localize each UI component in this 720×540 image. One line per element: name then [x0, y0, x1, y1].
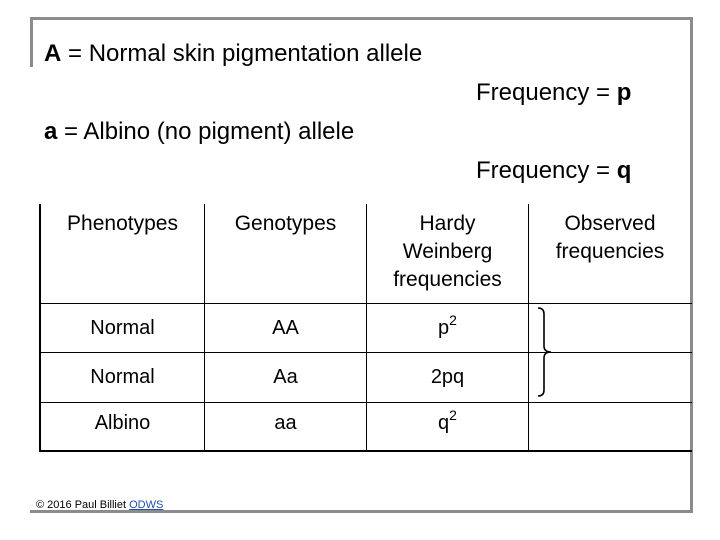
- allele-a-definition: [44, 118, 354, 146]
- allele-a-symbol: a: [44, 118, 58, 145]
- hw-exponent: 2: [449, 407, 457, 423]
- allele-a-frequency: [476, 157, 631, 185]
- hw-base: 2pq: [430, 366, 465, 388]
- frame-top-border: [30, 17, 693, 20]
- table-cell-genotype: aa: [274, 412, 297, 434]
- table-cell-genotype: Aa: [273, 366, 298, 388]
- hw-exponent: 2: [449, 312, 457, 328]
- header-obs-line: Observed: [564, 212, 656, 235]
- table-cell-genotype: AA: [272, 317, 299, 339]
- table-cell-hw-frequency: [367, 314, 528, 342]
- frame-left-border: [30, 17, 33, 67]
- header-genotypes: Genotypes: [234, 212, 337, 235]
- table-bottom-border: [39, 450, 692, 452]
- footer-credit: [36, 498, 163, 512]
- header-hw-line: Hardy: [419, 212, 476, 235]
- table-cell-phenotype: Albino: [94, 412, 151, 434]
- header-hardy-weinberg: [367, 210, 528, 294]
- allele-A-frequency: [476, 79, 631, 107]
- header-obs-line: frequencies: [555, 240, 665, 263]
- allele-a-frequency-symbol: q: [616, 157, 632, 184]
- allele-a-description: = Albino (no pigment) allele: [57, 118, 355, 145]
- allele-A-symbol: A: [44, 40, 62, 67]
- allele-A-description: = Normal skin pigmentation allele: [61, 40, 423, 67]
- hw-base: q: [438, 412, 450, 434]
- copyright-text: © 2016 Paul Billiet: [36, 499, 130, 511]
- allele-a-frequency-label: Frequency =: [476, 157, 617, 184]
- table-cell-phenotype: Normal: [90, 317, 155, 339]
- header-phenotypes: Phenotypes: [67, 212, 178, 235]
- header-hw-line: frequencies: [393, 268, 502, 291]
- allele-A-frequency-symbol: p: [616, 79, 632, 106]
- table-cell-phenotype: Normal: [90, 366, 155, 388]
- header-observed: [529, 210, 691, 266]
- odws-link[interactable]: ODWS: [129, 499, 164, 511]
- allele-A-frequency-label: Frequency =: [476, 79, 617, 106]
- allele-A-definition: [44, 40, 422, 68]
- table-cell-hw-frequency: [367, 363, 528, 391]
- table-cell-hw-frequency: [367, 409, 528, 437]
- hw-base: p: [438, 317, 450, 339]
- right-curly-brace-icon: [534, 306, 560, 398]
- header-hw-line: Weinberg: [402, 240, 493, 263]
